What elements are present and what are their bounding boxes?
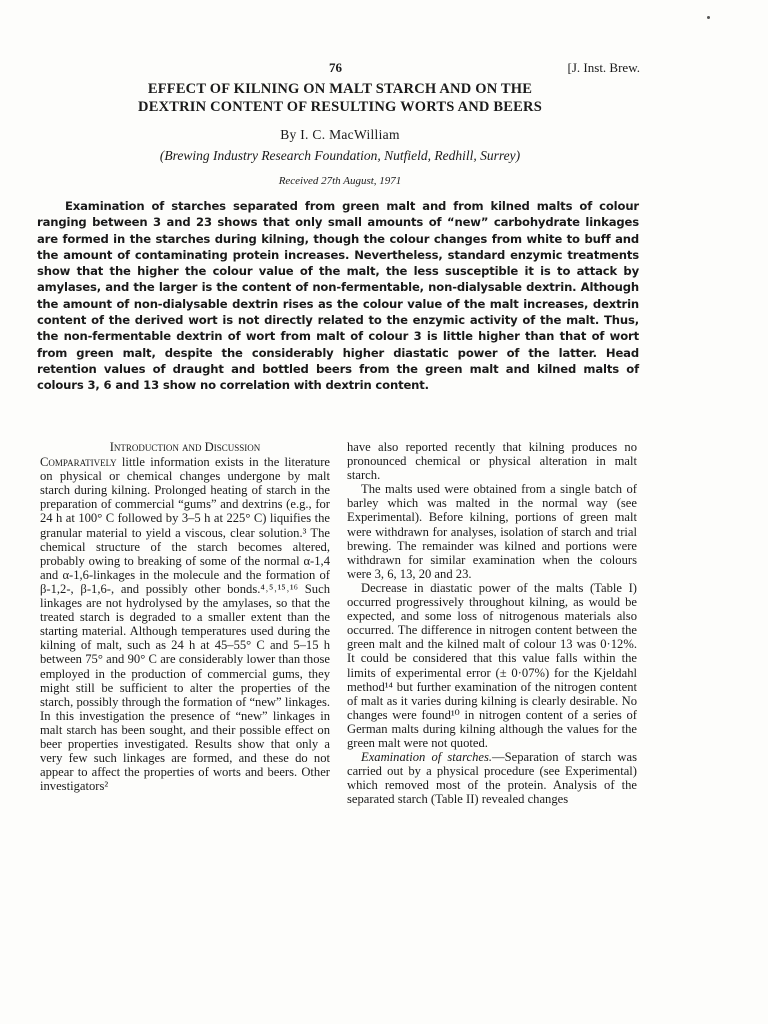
right-column	[347, 440, 637, 806]
affiliation: (Brewing Industry Research Foundation, Nutfield, Redhill, Surrey)	[159, 148, 521, 163]
journal-reference: [J. Inst. Brew.	[567, 60, 640, 75]
scan-speck	[707, 16, 710, 19]
paragraph-examination-of-starches	[347, 750, 637, 806]
left-column	[40, 440, 330, 793]
running-header	[40, 60, 640, 78]
subsection-heading: Examination of starches.	[361, 750, 493, 765]
paragraph-text: —Separation of starch was carried out by a physical procedure (see Experimental) which removed most of the protein. Analysis of the separated starch (Table II) revealed changes	[347, 750, 637, 807]
section-heading: Introduction and Discussion	[109, 440, 261, 454]
paragraph-malts: The malts used were obtained from a single batch of barley which was malted in the normal way (see Experimental). Before kilning, portions of green malt were withdrawn for analyses, isolation of starch and trial brewing. The remainder was kilned and portions were withdrawn for similar examination when the colours were 3, 6, 13, 20 and 23.	[347, 482, 637, 581]
received-date: Received 27th August, 1971	[278, 175, 402, 187]
page-number: 76	[329, 60, 342, 75]
paragraph-diastatic-power: Decrease in diastatic power of the malts (Table I) occurred progressively throughout kilning, as would be expected, and some loss of nitrogenous materials also occurred. The difference in nitrogen content between the green malt and the kilned malt of colour 13 was 0·12%. It could be considered that this value falls within the limits of experimental error (± 0·07%) for the Kjeldahl method¹⁴ but further examination of the nitrogen content of malt as it varies during kilning is clearly desirable. No changes were found¹⁰ in nitrogen content of a series of German malts during kilning although the values for the green malt were not quoted.	[347, 580, 637, 750]
author-line: By I. C. MacWilliam	[280, 127, 400, 142]
title-line-2: DEXTRIN CONTENT OF RESULTING WORTS AND BEERS	[138, 99, 542, 115]
paragraph-text: little information exists in the literature on physical or chemical changes undergone by malt starch during kilning. Prolonged heating of starch in the preparation of commercial “gums” and dextrins (e.g., for 24 h at 100° C followed by 3–5 h at 225° C) liquifies the granular material to yield a viscous, clear solution.³ The chemical structure of the starch becomes altered, probably owing to breaking of some of the normal α-1,4 and α-1,6-linkages in the molecule and the formation of β-1,2-, β-1,6-, and possibly other bonds.⁴˒⁵˒¹⁵˒¹⁶ Such linkages are not hydrolysed by the amylases, so that the treated starch is degraded to a smaller extent than the starting material. Although temperatures used during the kilning of malt, such as 24 h at 45–55° C and 5–15 h between 75° and 90° C are considerably lower than those employed in the production of commercial gums, they might still be sufficient to alter the properties of the starch, possibly through the formation of “new” linkages. In this investigation the presence of “new” linkages in malt starch has been sought, and their possible effect on beer properties investigated. Results show that only a very few such linkages are formed, and these do not appear to affect the properties of worts and beers. Other investigators²	[40, 455, 330, 794]
article-title	[40, 80, 640, 116]
paragraph-introduction	[40, 455, 330, 793]
title-line-1: EFFECT OF KILNING ON MALT STARCH AND ON THE	[147, 81, 533, 97]
paragraph-continued: have also reported recently that kilning produces no pronounced chemical or physical alteration in malt starch.	[347, 440, 637, 483]
abstract: Examination of starches separated from green malt and from kilned malts of colour ranging between 3 and 23 shows that only small amounts of “new” carbohydrate linkages are formed in the starches during kilning, though the colour changes from white to buff and the amount of contaminating protein increases. Nevertheless, standard enzymic treatments show that the higher the colour value of the malt, the less susceptible it is to attack by amylases, and the larger is the content of non-fermentable, non-dialysable dextrin. Although the amount of non-dialysable dextrin rises as the colour value of the malt increases, dextrin content of the derived wort is not directly related to the enzymic activity of the malt. Thus, the non-fermentable dextrin of wort from malt of colour 3 is little higher than that of wort from green malt, despite the considerably higher diastatic power of the latter. Head retention values of draught and bottled beers from the green malt and kilned malts of colours 3, 6 and 13 show no correlation with dextrin content.	[37, 199, 639, 393]
paragraph-lead-word: Comparatively	[40, 455, 117, 470]
